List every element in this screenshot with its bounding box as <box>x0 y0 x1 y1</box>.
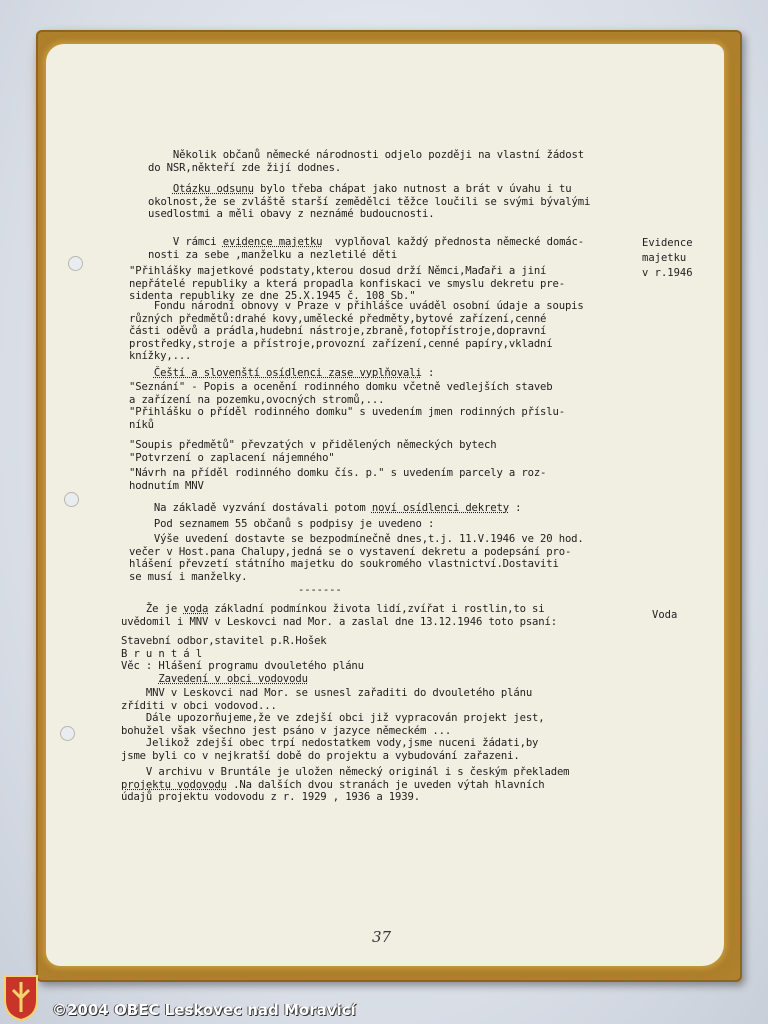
paragraph <box>121 603 557 628</box>
underlined-phrase: projektu vodovodu <box>121 778 227 791</box>
text-line: různých předmětů:drahé kovy,umělecké předměty,bytové zařízení,cenné <box>129 312 547 325</box>
text-line: údajů projektu vodovodu z r. 1929 , 1936 a 1939. <box>121 791 420 804</box>
punch-hole <box>64 492 79 507</box>
text-line: nepřátelé republiky a která propadla konfiskaci ve smyslu dekretu pre- <box>129 277 565 290</box>
text-segment: Že je <box>121 603 184 615</box>
margin-note-evidence <box>642 236 693 281</box>
text-line: okolnost,že se zvláště starší zemědělci těžce loučili se svými bývalými <box>148 195 591 208</box>
text-line: zříditi v obci vodovod... <box>121 699 277 712</box>
text-line <box>129 502 521 515</box>
text-segment: Na základě vyzvání dostávali potom <box>129 502 372 514</box>
municipal-coat-of-arms-icon <box>2 972 40 1022</box>
text-line: Výše uvedení dostavte se bezpodmínečně dnes,t.j. 11.V.1946 ve 20 hod. <box>129 533 584 545</box>
text-segment: V rámci <box>148 236 223 248</box>
text-line: večer v Host.pana Chalupy,jedná se o vystavení dekretu a podepsání pro- <box>129 545 572 558</box>
underlined-phrase: Zavedení v obci vodovodu <box>158 672 308 685</box>
footer-copyright: ©2004 OBEC Leskovec nad Moravicí <box>52 1001 356 1019</box>
text-line <box>148 236 584 249</box>
text-segment: .Na dalších dvou stranách je uveden výtah hlavních <box>226 778 545 791</box>
page-number: 37 <box>372 928 392 946</box>
text-line: Stavební odbor,stavitel p.R.Hošek <box>121 635 327 647</box>
text-line <box>129 367 434 380</box>
punch-hole <box>68 256 83 271</box>
paragraph <box>148 183 590 221</box>
paragraph <box>129 265 565 303</box>
text-line: hodnutím MNV <box>129 479 204 492</box>
text-segment: : <box>421 367 435 379</box>
text-line: do NSR,někteří zde žijí dodnes. <box>148 161 342 174</box>
text-line: knížky,... <box>129 350 192 363</box>
underlined-phrase: evidence majetku <box>222 236 323 248</box>
paragraph <box>129 367 434 380</box>
paragraph <box>121 635 327 660</box>
text-segment <box>129 367 154 379</box>
margin-note-line: Voda <box>652 609 678 621</box>
paragraph <box>129 439 496 452</box>
text-line <box>121 779 569 792</box>
text-line: níků <box>129 418 154 431</box>
text-line: hlášení převzetí státního majetku do soukromého vlastnictví.Dostaviti <box>129 558 559 571</box>
text-line: MNV v Leskovci nad Mor. se usnesl zařaditi do dvouletého plánu <box>121 687 533 699</box>
paragraph <box>148 149 584 174</box>
text-line: bohužel však všechno jest psáno v jazyce německém ... <box>121 724 452 737</box>
text-line: "Soupis předmětů" převzatých v přidělených německých bytech <box>129 439 497 451</box>
text-line: a zařízení na pozemku,ovocných stromů,... <box>129 393 385 406</box>
text-line: Fondu národní obnovy v Praze v přihlášce uváděl osobní údaje a soupis <box>129 300 584 312</box>
margin-note-line: Evidence <box>642 237 693 249</box>
text-line: Dále upozorňujeme,že ve zdejší obci již vypracován projekt jest, <box>121 712 545 725</box>
text-line: Pod seznamem 55 občanů s podpisy je uvedeno : <box>129 518 435 530</box>
text-line: B r u n t á l <box>121 647 202 660</box>
text-line: V archivu v Bruntále je uložen německý originál i s českým překladem <box>121 766 570 778</box>
text-line <box>121 673 364 686</box>
text-line <box>121 603 557 616</box>
underlined-phrase: Čeští a slovenští osídlenci zase vyplňovali <box>153 367 422 379</box>
punch-hole <box>60 726 75 741</box>
paragraph <box>121 660 364 685</box>
text-segment <box>121 673 158 685</box>
underlined-phrase: Otázku odsunu <box>172 183 254 195</box>
text-segment: vyplňoval každý přednosta německé domác- <box>322 236 584 248</box>
paragraph <box>148 236 584 261</box>
paragraph <box>129 381 553 406</box>
text-segment <box>148 183 173 195</box>
text-line: se musí i manželky. <box>129 570 248 583</box>
text-line: části oděvů a prádla,hudební nástroje,zbraně,fotopřístroje,dopravní <box>129 325 547 338</box>
paragraph <box>121 766 569 804</box>
text-segment: : <box>508 502 522 514</box>
text-line: "Seznání" - Popis a ocenění rodinného domku včetně vedlejších staveb <box>129 381 553 393</box>
text-line: nosti za sebe ,manželku a nezletilé děti <box>148 248 398 261</box>
paragraph <box>129 533 584 583</box>
section-separator: ------- <box>298 584 342 596</box>
text-line: Věc : Hlášení programu dvouletého plánu <box>121 660 364 672</box>
text-line: prostředky,stroje a přístroje,provozní zařízení,cenné papíry,vkladní <box>129 337 553 350</box>
paragraph <box>129 452 335 465</box>
margin-note-voda <box>652 608 677 623</box>
paragraph <box>129 300 584 363</box>
text-line: "Přihlášku o příděl rodinného domku" s uvedením jmen rodinných příslu- <box>129 406 565 418</box>
text-segment: základní podmínkou života lidí,zvířat i rostlin,to si <box>208 603 545 615</box>
text-line: "Potvrzení o zaplacení nájemného" <box>129 452 335 464</box>
text-segment: bylo třeba chápat jako nutnost a brát v úvahu i tu <box>253 183 572 195</box>
text-line: jsme byli co v nejkratší době do projektu a vybudování zařazeni. <box>121 749 520 762</box>
margin-note-line: v r.1946 <box>642 267 693 279</box>
text-line: "Přihlášky majetkové podstaty,kterou dosud drží Němci,Maďaři a jiní <box>129 265 547 277</box>
text-line: usedlostmi a měli obavy z neznámé budoucnosti. <box>148 208 435 221</box>
text-line: uvědomil i MNV v Leskovci nad Mor. a zaslal dne 13.12.1946 toto psaní: <box>121 615 557 628</box>
paragraph <box>129 406 565 431</box>
underlined-phrase: noví osídlenci dekrety <box>371 502 509 514</box>
margin-note-line: majetku <box>642 252 687 264</box>
underlined-phrase: voda <box>183 603 209 615</box>
paragraph <box>121 687 545 763</box>
paragraph <box>129 518 434 531</box>
paragraph <box>129 502 521 515</box>
paragraph <box>129 467 546 492</box>
text-line: "Návrh na příděl rodinného domku čís. p." s uvedením parcely a roz- <box>129 467 547 479</box>
text-line: sidenta republiky ze dne 25.X.1945 č. 108 Sb." <box>129 290 416 303</box>
text-line: Několik občanů německé národnosti odjelo později na vlastní žádost <box>148 149 584 161</box>
text-line <box>148 183 590 196</box>
text-line: Jelikož zdejší obec trpí nedostatkem vody,jsme nuceni žádati,by <box>121 737 539 750</box>
